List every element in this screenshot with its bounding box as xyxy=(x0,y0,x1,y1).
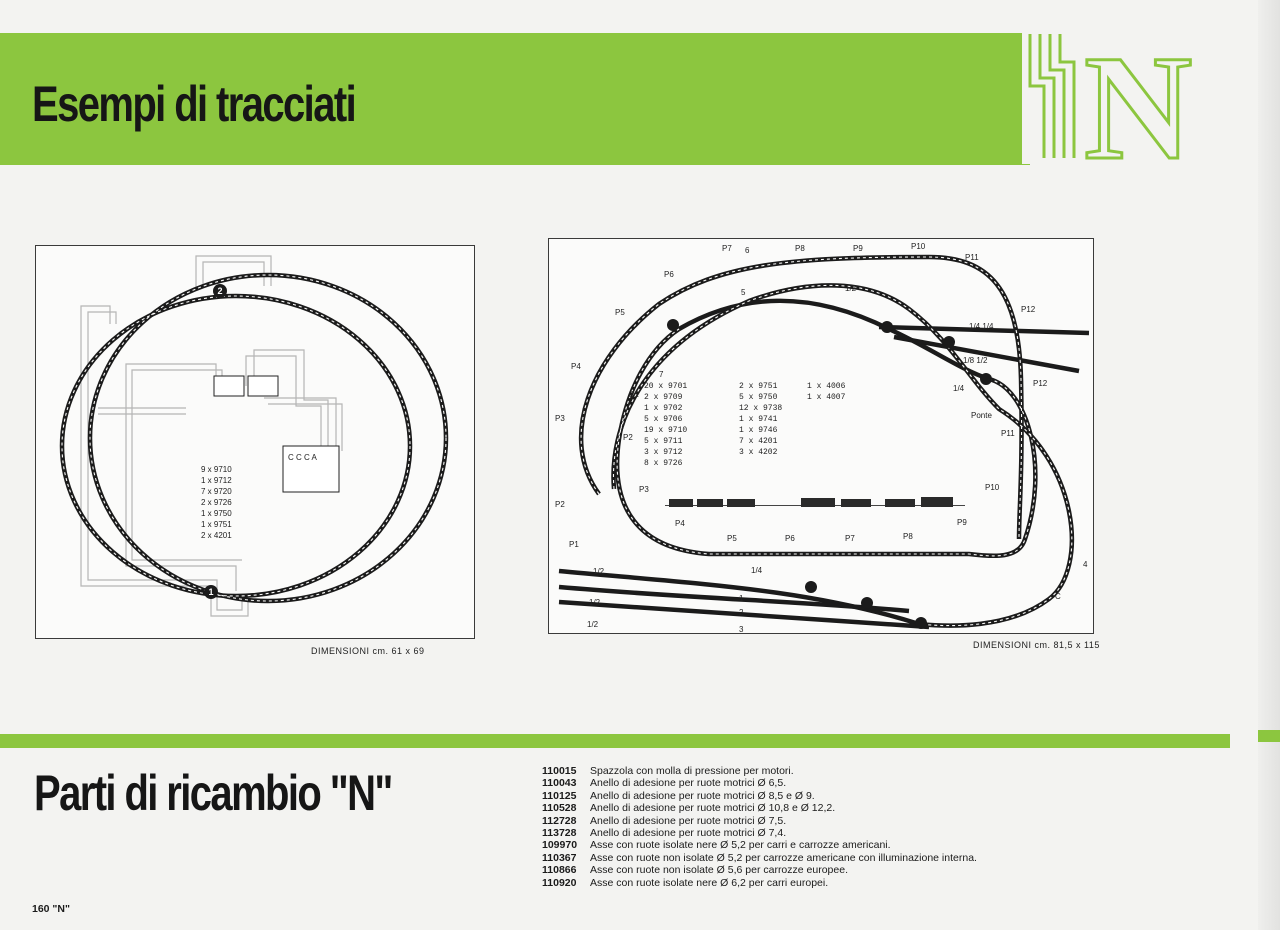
svg-text:9 x 9710: 9 x 9710 xyxy=(201,465,232,474)
svg-text:1 x 9741: 1 x 9741 xyxy=(739,415,778,424)
ponte-label: Ponte xyxy=(971,411,992,420)
part-desc: Anello di adesione per ruote motrici Ø 6,5. xyxy=(590,777,787,790)
svg-text:P1: P1 xyxy=(569,540,579,549)
n-logo-icon xyxy=(1022,26,1222,168)
spare-parts-list xyxy=(542,765,977,889)
svg-text:P12: P12 xyxy=(1021,305,1036,314)
svg-text:P8: P8 xyxy=(903,532,913,541)
page-title: Esempi di tracciati xyxy=(32,76,356,132)
list-item xyxy=(542,765,977,777)
svg-text:5 x 9706: 5 x 9706 xyxy=(644,415,683,424)
svg-text:1 x 4006: 1 x 4006 xyxy=(807,382,846,391)
part-code: 110866 xyxy=(542,864,577,877)
svg-text:P4: P4 xyxy=(571,362,581,371)
svg-text:7 x 4201: 7 x 4201 xyxy=(739,437,778,446)
middle-band xyxy=(0,734,1230,748)
svg-text:3 x 4202: 3 x 4202 xyxy=(739,448,778,457)
svg-text:5 x 9711: 5 x 9711 xyxy=(644,437,683,446)
svg-text:1/4: 1/4 xyxy=(751,566,763,575)
layout-1-dimensions: DIMENSIONI cm. 61 x 69 xyxy=(311,646,425,656)
svg-text:5 x 9750: 5 x 9750 xyxy=(739,393,778,402)
svg-text:P3: P3 xyxy=(555,414,565,423)
svg-text:1 x 9750: 1 x 9750 xyxy=(201,509,232,518)
list-item xyxy=(542,827,977,839)
svg-text:P9: P9 xyxy=(853,244,863,253)
svg-text:4: 4 xyxy=(1083,560,1088,569)
svg-text:2 x 9751: 2 x 9751 xyxy=(739,382,778,391)
layout-2-parts-col3 xyxy=(807,382,846,402)
svg-text:1/2: 1/2 xyxy=(593,567,605,576)
svg-text:P8: P8 xyxy=(795,244,805,253)
svg-text:P7: P7 xyxy=(722,244,732,253)
list-item xyxy=(542,877,977,889)
layout-2-diagram xyxy=(548,238,1094,634)
svg-text:20 x 9701: 20 x 9701 xyxy=(644,382,688,391)
svg-text:19 x 9710: 19 x 9710 xyxy=(644,426,688,435)
svg-text:P11: P11 xyxy=(1001,429,1015,438)
svg-text:1: 1 xyxy=(739,594,744,603)
svg-text:P4: P4 xyxy=(675,519,685,528)
part-desc: Anello di adesione per ruote motrici Ø 7,5. xyxy=(590,814,787,827)
list-item xyxy=(542,777,977,789)
svg-text:P2: P2 xyxy=(623,433,633,442)
svg-text:1 x 9712: 1 x 9712 xyxy=(201,476,232,485)
svg-text:P6: P6 xyxy=(785,534,795,543)
svg-text:7 x 9720: 7 x 9720 xyxy=(201,487,232,496)
spare-parts-title: Parti di ricambio "N" xyxy=(34,765,392,821)
layout-1-diagram xyxy=(35,245,475,639)
svg-text:P5: P5 xyxy=(727,534,737,543)
svg-text:P2: P2 xyxy=(555,500,565,509)
part-desc: Asse con ruote non isolate Ø 5,2 per carrozze americane con illuminazione interna. xyxy=(590,851,977,864)
svg-text:1 x 9751: 1 x 9751 xyxy=(201,520,232,529)
svg-text:1/2: 1/2 xyxy=(587,620,599,629)
svg-text:2 x 9726: 2 x 9726 xyxy=(201,498,232,507)
layout-2-dimensions: DIMENSIONI cm. 81,5 x 115 xyxy=(973,640,1100,650)
list-item xyxy=(542,864,977,876)
svg-text:1/4 1/4: 1/4 1/4 xyxy=(969,322,994,331)
svg-text:5: 5 xyxy=(741,288,746,297)
svg-text:1/2: 1/2 xyxy=(845,284,857,293)
layout-2-siding-numbers xyxy=(739,594,744,633)
svg-text:6: 6 xyxy=(745,246,750,255)
part-desc: Asse con ruote isolate nere Ø 5,2 per carri e carrozze americani. xyxy=(590,839,891,852)
svg-text:P5: P5 xyxy=(615,308,625,317)
layout-2-parts-col1 xyxy=(644,382,687,468)
svg-text:2: 2 xyxy=(739,608,744,617)
layout-2-parts-col2 xyxy=(739,382,782,457)
part-desc: Spazzola con molla di pressione per motori. xyxy=(590,765,794,777)
svg-text:2 x 9709: 2 x 9709 xyxy=(644,393,683,402)
part-code: 112728 xyxy=(542,814,577,827)
part-code: 110367 xyxy=(542,851,577,864)
svg-text:3: 3 xyxy=(739,625,744,633)
part-code: 109970 xyxy=(542,839,578,852)
part-desc: Anello di adesione per ruote motrici Ø 7,4. xyxy=(590,827,787,840)
header-band xyxy=(0,33,1030,165)
svg-text:3 x 9712: 3 x 9712 xyxy=(644,448,683,457)
svg-text:8 x 9726: 8 x 9726 xyxy=(644,459,683,468)
part-code: 110015 xyxy=(542,765,577,777)
svg-text:P1: P1 xyxy=(629,390,639,399)
list-item xyxy=(542,852,977,864)
svg-text:1/2: 1/2 xyxy=(589,598,601,607)
svg-text:P12: P12 xyxy=(1033,379,1048,388)
part-code: 110920 xyxy=(542,876,577,889)
svg-text:P9: P9 xyxy=(957,518,967,527)
svg-text:12 x 9738: 12 x 9738 xyxy=(739,404,783,413)
part-code: 110528 xyxy=(542,802,577,815)
svg-text:P11: P11 xyxy=(965,253,979,262)
part-desc: Asse con ruote non isolate Ø 5,6 per carrozze europee. xyxy=(590,864,848,877)
list-item xyxy=(542,839,977,851)
marker-1: 1 xyxy=(208,587,214,597)
svg-text:N: N xyxy=(1084,26,1193,168)
svg-text:7: 7 xyxy=(659,370,664,379)
list-item xyxy=(542,790,977,802)
svg-text:P7: P7 xyxy=(845,534,855,543)
controller-label: C C C A xyxy=(288,453,317,462)
part-code: 113728 xyxy=(542,827,577,840)
svg-text:1 x 4007: 1 x 4007 xyxy=(807,393,846,402)
svg-text:1 x 9746: 1 x 9746 xyxy=(739,426,778,435)
svg-text:1/4: 1/4 xyxy=(953,384,965,393)
svg-text:2 x 4201: 2 x 4201 xyxy=(201,531,232,540)
marker-2: 2 xyxy=(217,286,223,296)
part-desc: Anello di adesione per ruote motrici Ø 8,5 e Ø 9. xyxy=(590,789,815,802)
part-desc: Anello di adesione per ruote motrici Ø 10,8 e Ø 12,2. xyxy=(590,802,836,815)
layout-1-parts-list xyxy=(201,465,232,540)
page-number: 160 "N" xyxy=(32,903,70,915)
part-code: 110043 xyxy=(542,777,577,790)
list-item xyxy=(542,815,977,827)
part-code: 110125 xyxy=(542,789,577,802)
svg-text:P10: P10 xyxy=(985,483,1000,492)
svg-text:P10: P10 xyxy=(911,242,926,251)
svg-text:1 x 9702: 1 x 9702 xyxy=(644,404,683,413)
svg-text:1/8 1/2: 1/8 1/2 xyxy=(963,356,988,365)
middle-band-edge xyxy=(1258,730,1280,742)
part-desc: Asse con ruote isolate nere Ø 6,2 per carri europei. xyxy=(590,876,829,889)
svg-text:P3: P3 xyxy=(639,485,649,494)
svg-text:C: C xyxy=(1055,592,1061,601)
list-item xyxy=(542,802,977,814)
svg-text:P6: P6 xyxy=(664,270,674,279)
page-edge xyxy=(1258,0,1280,930)
